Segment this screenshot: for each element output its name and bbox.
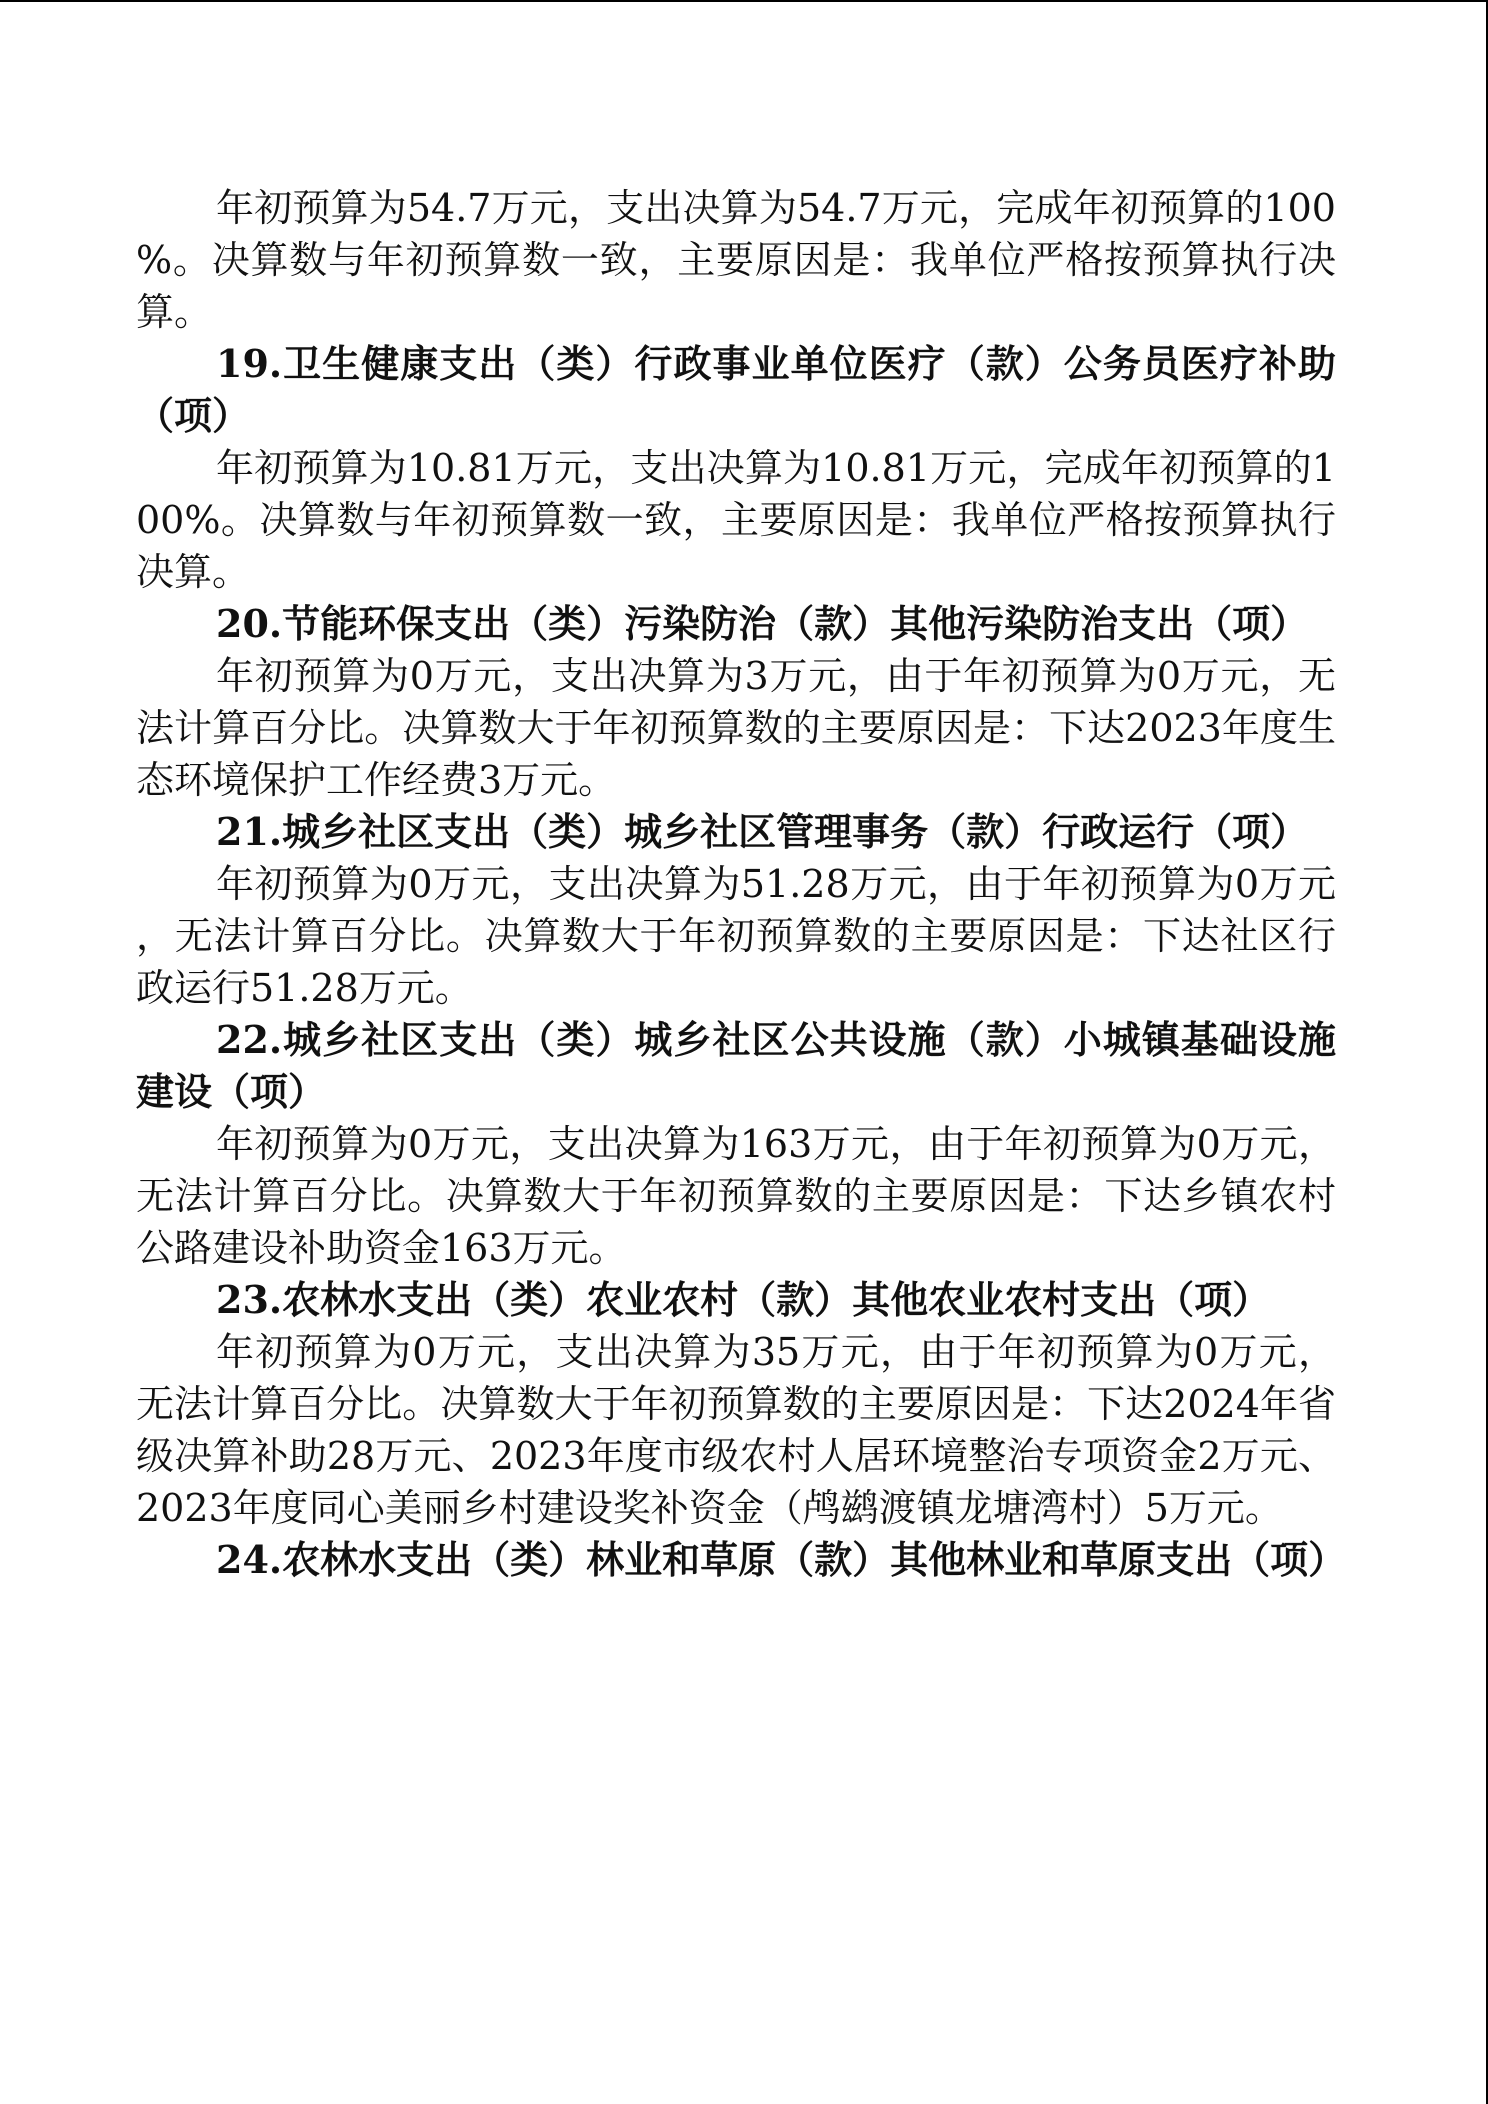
paragraph-19-budget-note: 年初预算为10.81万元，支出决算为10.81万元，完成年初预算的100%。决算数与年初预算数一致，主要原因是：我单位严格按预算执行决算。 [136,446,1336,594]
paragraph-20-budget-note: 年初预算为0万元，支出决算为3万元，由于年初预算为0万元，无法计算百分比。决算数大于年初预算数的主要原因是：下达2023年度生态环境保护工作经费3万元。 [136,654,1336,802]
section-heading-20: 20.节能环保支出（类）污染防治（款）其他污染防治支出（项） [216,601,1309,646]
document-body [136,182,1347,1586]
paragraph-education-budget-note: 年初预算为54.7万元，支出决算为54.7万元，完成年初预算的100%。决算数与年初预算数一致，主要原因是：我单位严格按预算执行决算。 [136,186,1336,334]
section-heading-24: 24.农林水支出（类）林业和草原（款）其他林业和草原支出（项） [216,1537,1347,1582]
paragraph-21-budget-note: 年初预算为0万元，支出决算为51.28万元，由于年初预算为0万元，无法计算百分比。决算数大于年初预算数的主要原因是：下达社区行政运行51.28万元。 [136,862,1336,1010]
section-heading-23: 23.农林水支出（类）农业农村（款）其他农业农村支出（项） [216,1277,1271,1322]
section-heading-22: 22.城乡社区支出（类）城乡社区公共设施（款）小城镇基础设施建设（项） [136,1017,1336,1114]
section-heading-19: 19.卫生健康支出（类）行政事业单位医疗（款）公务员医疗补助（项） [136,341,1336,438]
paragraph-22-budget-note: 年初预算为0万元，支出决算为163万元，由于年初预算为0万元，无法计算百分比。决算数大于年初预算数的主要原因是：下达乡镇农村公路建设补助资金163万元。 [136,1122,1336,1270]
section-heading-21: 21.城乡社区支出（类）城乡社区管理事务（款）行政运行（项） [216,809,1309,854]
paragraph-23-budget-note: 年初预算为0万元，支出决算为35万元，由于年初预算为0万元，无法计算百分比。决算数大于年初预算数的主要原因是：下达2024年省级决算补助28万元、2023年度市级农村人居环境整治专项资金2万元、2023年度同心美丽乡村建设奖补资金（鸬鹚渡镇龙塘湾村）5万元。 [136,1330,1336,1530]
